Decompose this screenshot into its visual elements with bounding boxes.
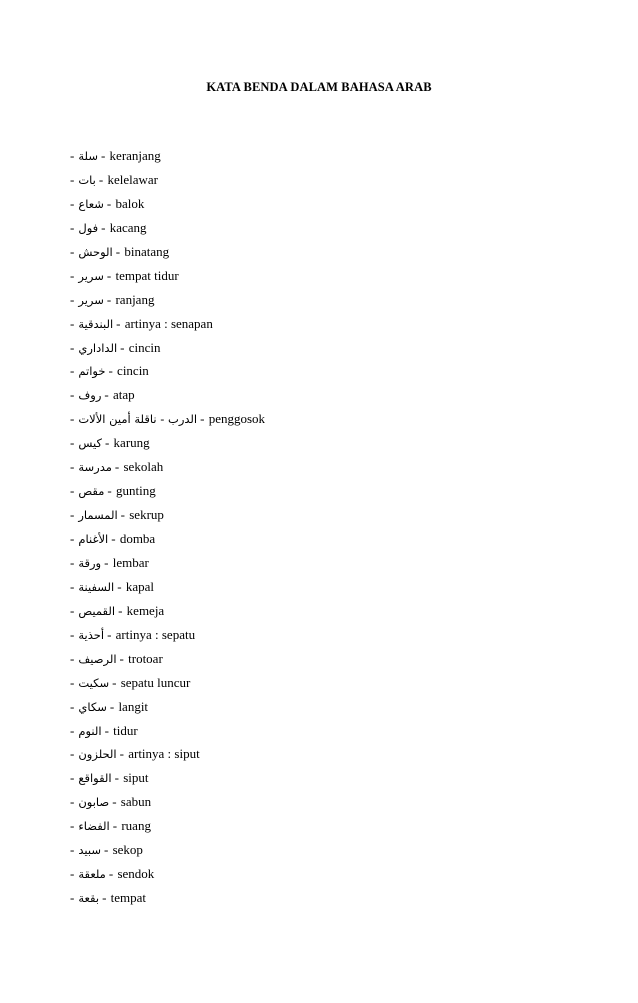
- dash-separator: -: [104, 435, 110, 451]
- dash-prefix: -: [70, 243, 75, 259]
- dash-prefix: -: [70, 435, 75, 451]
- dash-prefix: -: [70, 459, 75, 475]
- dash-separator: -: [114, 459, 120, 475]
- dash-separator: -: [104, 722, 109, 738]
- dash-prefix: -: [70, 363, 75, 379]
- dash-separator: -: [107, 626, 112, 642]
- arabic-word: بقعة: [78, 891, 100, 906]
- dash-prefix: -: [70, 818, 75, 834]
- dash-separator: -: [118, 602, 123, 618]
- list-item: [70, 529, 610, 553]
- list-item: [70, 338, 610, 362]
- list-item: [70, 888, 610, 912]
- dash-separator: -: [114, 770, 119, 786]
- dash-prefix: -: [70, 602, 75, 618]
- list-item: [70, 673, 610, 697]
- arabic-word: ملعقة: [78, 867, 106, 882]
- arabic-word: الفضاء: [78, 819, 110, 834]
- list-item: [70, 721, 610, 745]
- list-item: [70, 290, 610, 314]
- arabic-word: أحذية: [78, 627, 105, 642]
- dash-prefix: -: [70, 339, 75, 355]
- dash-separator: -: [120, 339, 125, 355]
- dash-prefix: -: [70, 674, 75, 690]
- dash-prefix: -: [70, 531, 75, 546]
- arabic-word: القميص: [78, 603, 116, 618]
- dash-prefix: -: [70, 650, 75, 666]
- dash-prefix: -: [70, 315, 75, 331]
- list-item: [70, 433, 610, 457]
- arabic-word: شعاع: [78, 196, 104, 211]
- indonesian-meaning: atap: [112, 387, 135, 403]
- dash-separator: -: [108, 866, 114, 882]
- indonesian-meaning: balok: [115, 195, 145, 211]
- dash-prefix: -: [70, 626, 75, 642]
- indonesian-meaning: kemeja: [126, 602, 165, 618]
- indonesian-meaning: kelelawar: [107, 171, 158, 187]
- indonesian-meaning: lembar: [112, 554, 149, 570]
- dash-separator: -: [100, 148, 106, 163]
- list-item: [70, 194, 610, 218]
- dash-prefix: -: [70, 770, 75, 786]
- list-item: [70, 505, 610, 529]
- dash-prefix: -: [70, 578, 75, 594]
- indonesian-meaning: artinya : senapan: [124, 315, 213, 331]
- arabic-word: السفينة: [78, 579, 115, 594]
- arabic-word: الداداري: [78, 340, 118, 355]
- dash-prefix: -: [70, 219, 75, 235]
- dash-prefix: -: [70, 387, 75, 403]
- arabic-word: سكاي: [78, 699, 107, 714]
- dash-separator: -: [112, 674, 117, 690]
- dash-prefix: -: [70, 866, 75, 882]
- list-item: [70, 170, 610, 194]
- arabic-word: الحلزون: [78, 747, 117, 762]
- arabic-word: سكيت: [78, 675, 110, 690]
- dash-prefix: -: [70, 411, 75, 427]
- indonesian-meaning: artinya : siput: [128, 746, 200, 762]
- indonesian-meaning: gunting: [116, 483, 156, 499]
- indonesian-meaning: cincin: [128, 339, 161, 355]
- arabic-word: سلة: [78, 149, 98, 163]
- dash-prefix: -: [70, 507, 75, 523]
- dash-separator: -: [106, 291, 112, 307]
- dash-separator: -: [104, 387, 109, 403]
- dash-separator: -: [200, 411, 205, 427]
- vocabulary-list: [70, 146, 610, 912]
- arabic-word: الدرب - ناقلة أمين الألات: [78, 412, 198, 427]
- indonesian-meaning: sendok: [117, 866, 155, 882]
- list-item: [70, 553, 610, 577]
- indonesian-meaning: cincin: [117, 363, 149, 379]
- indonesian-meaning: binatang: [124, 243, 170, 259]
- dash-separator: -: [116, 315, 121, 331]
- list-item: [70, 385, 610, 409]
- list-item: [70, 218, 610, 242]
- dash-separator: -: [98, 171, 104, 187]
- arabic-word: خواتم: [78, 364, 106, 379]
- arabic-word: المسمار: [78, 508, 118, 523]
- dash-separator: -: [109, 698, 115, 714]
- list-item: [70, 816, 610, 840]
- list-item: [70, 314, 610, 338]
- indonesian-meaning: trotoar: [128, 650, 163, 666]
- indonesian-meaning: ruang: [121, 818, 151, 834]
- arabic-word: كيس: [78, 436, 102, 451]
- indonesian-meaning: keranjang: [109, 148, 161, 163]
- arabic-word: البندقية: [78, 316, 114, 331]
- dash-prefix: -: [70, 698, 75, 714]
- arabic-word: سرير: [78, 292, 104, 307]
- indonesian-meaning: penggosok: [208, 411, 266, 427]
- list-item: [70, 457, 610, 481]
- indonesian-meaning: kapal: [125, 578, 154, 594]
- indonesian-meaning: artinya : sepatu: [115, 626, 196, 642]
- dash-separator: -: [120, 507, 125, 523]
- list-item: [70, 864, 610, 888]
- list-item: [70, 146, 610, 170]
- dash-separator: -: [106, 267, 112, 283]
- arabic-word: بات: [78, 172, 96, 187]
- indonesian-meaning: ranjang: [115, 291, 155, 307]
- list-item: [70, 768, 610, 792]
- list-item: [70, 697, 610, 721]
- list-item: [70, 266, 610, 290]
- indonesian-meaning: tempat: [110, 890, 147, 906]
- list-item: [70, 481, 610, 505]
- arabic-word: سرير: [78, 268, 104, 283]
- indonesian-meaning: langit: [118, 698, 149, 714]
- dash-separator: -: [115, 243, 121, 259]
- arabic-word: مقص: [78, 484, 105, 499]
- arabic-word: سبيد: [78, 843, 101, 858]
- arabic-word: النوم: [78, 723, 102, 738]
- indonesian-meaning: domba: [119, 531, 156, 546]
- dash-separator: -: [112, 818, 118, 834]
- dash-separator: -: [107, 483, 112, 499]
- dash-separator: -: [102, 890, 107, 906]
- arabic-word: روف: [78, 388, 102, 403]
- indonesian-meaning: sekolah: [123, 459, 164, 475]
- list-item: [70, 601, 610, 625]
- dash-separator: -: [119, 650, 124, 666]
- dash-separator: -: [101, 219, 106, 235]
- dash-separator: -: [119, 746, 124, 762]
- indonesian-meaning: sabun: [120, 794, 152, 810]
- arabic-word: الرصيف: [78, 651, 117, 666]
- arabic-word: القواقع: [78, 771, 112, 786]
- indonesian-meaning: tempat tidur: [115, 267, 179, 283]
- dash-separator: -: [111, 531, 116, 546]
- dash-prefix: -: [70, 148, 75, 163]
- arabic-word: صابون: [78, 795, 110, 810]
- dash-prefix: -: [70, 195, 75, 211]
- dash-separator: -: [108, 363, 113, 379]
- dash-separator: -: [104, 554, 109, 570]
- list-item: [70, 840, 610, 864]
- dash-prefix: -: [70, 483, 75, 499]
- dash-separator: -: [117, 578, 122, 594]
- dash-prefix: -: [70, 746, 75, 762]
- dash-separator: -: [106, 195, 112, 211]
- list-item: [70, 361, 610, 385]
- dash-prefix: -: [70, 842, 75, 858]
- dash-prefix: -: [70, 722, 75, 738]
- dash-prefix: -: [70, 171, 75, 187]
- list-item: [70, 744, 610, 768]
- list-item: [70, 242, 610, 266]
- arabic-word: فول: [78, 220, 99, 235]
- arabic-word: مدرسة: [78, 460, 112, 475]
- arabic-word: ورقة: [78, 555, 102, 570]
- list-item: [70, 577, 610, 601]
- list-item: [70, 649, 610, 673]
- indonesian-meaning: sepatu luncur: [120, 674, 191, 690]
- arabic-word: الأغنام: [78, 532, 109, 546]
- dash-prefix: -: [70, 890, 75, 906]
- list-item: [70, 625, 610, 649]
- dash-prefix: -: [70, 554, 75, 570]
- indonesian-meaning: karung: [113, 435, 150, 451]
- list-item: [70, 792, 610, 816]
- dash-prefix: -: [70, 291, 75, 307]
- dash-separator: -: [112, 794, 117, 810]
- dash-prefix: -: [70, 794, 75, 810]
- indonesian-meaning: sekop: [112, 842, 143, 858]
- document-title: KATA BENDA DALAM BAHASA ARAB: [206, 80, 432, 94]
- arabic-word: الوحش: [78, 244, 113, 259]
- indonesian-meaning: sekrup: [129, 507, 164, 523]
- list-item: [70, 409, 610, 433]
- dash-separator: -: [103, 842, 109, 858]
- dash-prefix: -: [70, 267, 75, 283]
- indonesian-meaning: kacang: [109, 219, 147, 235]
- indonesian-meaning: tidur: [113, 722, 138, 738]
- indonesian-meaning: siput: [123, 770, 149, 786]
